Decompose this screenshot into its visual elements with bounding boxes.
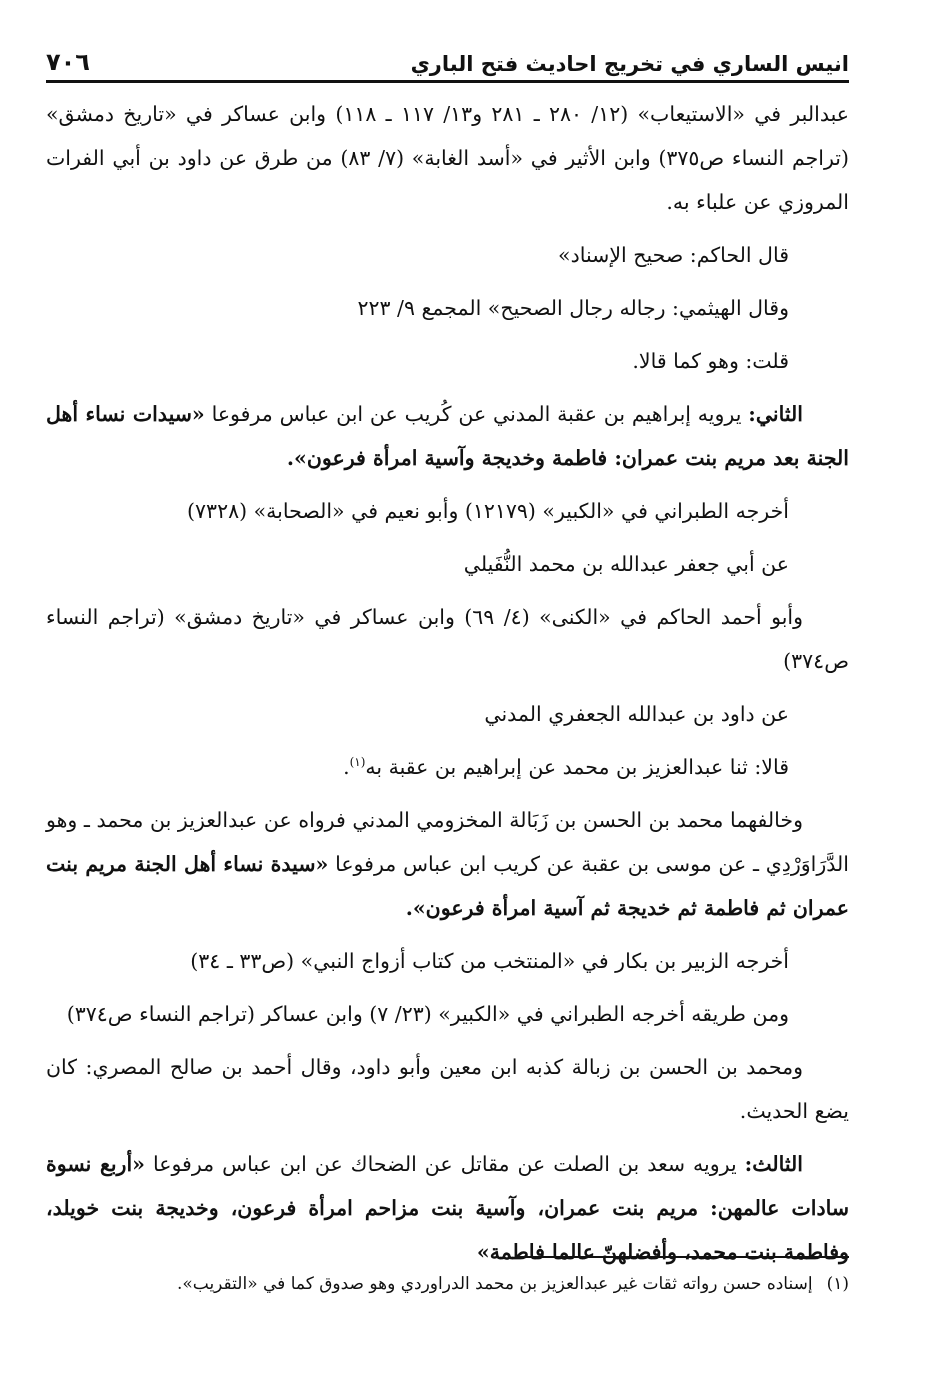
paragraph-5-label: الثاني: — [748, 402, 803, 426]
paragraph-10-text: قالا: ثنا عبدالعزيز بن محمد عن إبراهيم بن عقبة به — [365, 755, 789, 779]
paragraph-10-end: . — [343, 755, 350, 779]
paragraph-8: وأبو أحمد الحاكم في «الكنى» (٤/ ٦٩) وابن عساكر في «تاريخ دمشق» (تراجم النساء ص٣٧٤) — [46, 605, 849, 673]
paragraph-5 — [46, 392, 849, 480]
paragraph-3: وقال الهيثمي: رجاله رجال الصحيح» المجمع ٩/ ٢٢٣ — [357, 296, 789, 320]
running-title: انيس الساري في تخريج احاديث فتح الباري — [410, 52, 849, 76]
paragraph-10 — [46, 745, 849, 789]
paragraph-15-text: يرويه سعد بن الصلت عن مقاتل عن الضحاك عن ابن عباس مرفوعا — [144, 1152, 745, 1176]
paragraph-13: ومن طريقه أخرجه الطبراني في «الكبير» (٢٣/ ٧) وابن عساكر (تراجم النساء ص٣٧٤) — [66, 1002, 789, 1026]
paragraph-11-hadith: «سيدة نساء أهل الجنة مريم بنت عمران ثم فاطمة ثم خديجة ثم آسية امرأة فرعون». — [46, 852, 849, 920]
paragraph-11-text: وخالفهما محمد بن الحسن بن زَبَالة المخزومي المدني فرواه عن عبدالعزيز بن محمد ـ وهو الدَّرَاوَرْدِي ـ عن موسى بن عقبة عن كريب ابن عباس مرفوعا — [46, 808, 849, 876]
paragraph-12: أخرجه الزبير بن بكار في «المنتخب من كتاب أزواج النبي» (ص٣٣ ـ ٣٤) — [190, 949, 789, 973]
page-number: ٧٠٦ — [46, 48, 90, 76]
paragraph-15-label: الثالث: — [744, 1152, 803, 1176]
page-header — [46, 30, 849, 83]
body-text — [46, 92, 849, 1283]
paragraph-6: أخرجه الطبراني في «الكبير» (١٢١٧٩) وأبو نعيم في «الصحابة» (٧٣٢٨) — [187, 499, 789, 523]
paragraph-4: قلت: وهو كما قالا. — [632, 349, 789, 373]
footnote-text: إسناده حسن رواته ثقات غير عبدالعزيز بن محمد الدراوردي وهو صدوق كما في «التقريب». — [176, 1274, 813, 1294]
paragraph-15-hadith: «أربع نسوة سادات عالمهن: مريم بنت عمران، وآسية بنت مزاحم امرأة فرعون، وخديجة بنت خويلد، وفاطمة بنت محمد، وأفضلهنّ عالما فاطمة» — [46, 1152, 849, 1264]
paragraph-5-hadith: «سيدات نساء أهل الجنة بعد مريم بنت عمران: فاطمة وخديجة وآسية امرأة فرعون». — [46, 402, 849, 470]
paragraph-7: عن أبي جعفر عبدالله بن محمد النُّفَيلي — [463, 552, 789, 576]
paragraph-15 — [46, 1142, 849, 1274]
footnote-reference[interactable]: (١) — [349, 755, 366, 770]
footnote-marker: (١) — [826, 1274, 849, 1294]
paragraph-5-text: يرويه إبراهيم بن عقبة المدني عن كُريب عن ابن عباس مرفوعا — [204, 402, 749, 426]
paragraph-9: عن داود بن عبدالله الجعفري المدني — [484, 702, 789, 726]
footnote — [46, 1270, 849, 1298]
paragraph-2: قال الحاكم: صحيح الإسناد» — [558, 243, 789, 267]
paragraph-11 — [46, 798, 849, 930]
footnote-divider — [519, 1256, 849, 1258]
paragraph-14: ومحمد بن الحسن بن زبالة كذبه ابن معين وأبو داود، وقال أحمد بن صالح المصري: كان يضع الحديث. — [46, 1055, 849, 1123]
paragraph-1: عبدالبر في «الاستيعاب» (١٢/ ٢٨٠ ـ ٢٨١ و١٣/ ١١٧ ـ ١١٨) وابن عساكر في «تاريخ دمشق» (تراجم النساء ص٣٧٥) وابن الأثير في «أسد الغابة» (٧/ ٨٣) من طرق عن داود بن أبي الفرات المروزي عن علباء به. — [46, 102, 849, 214]
